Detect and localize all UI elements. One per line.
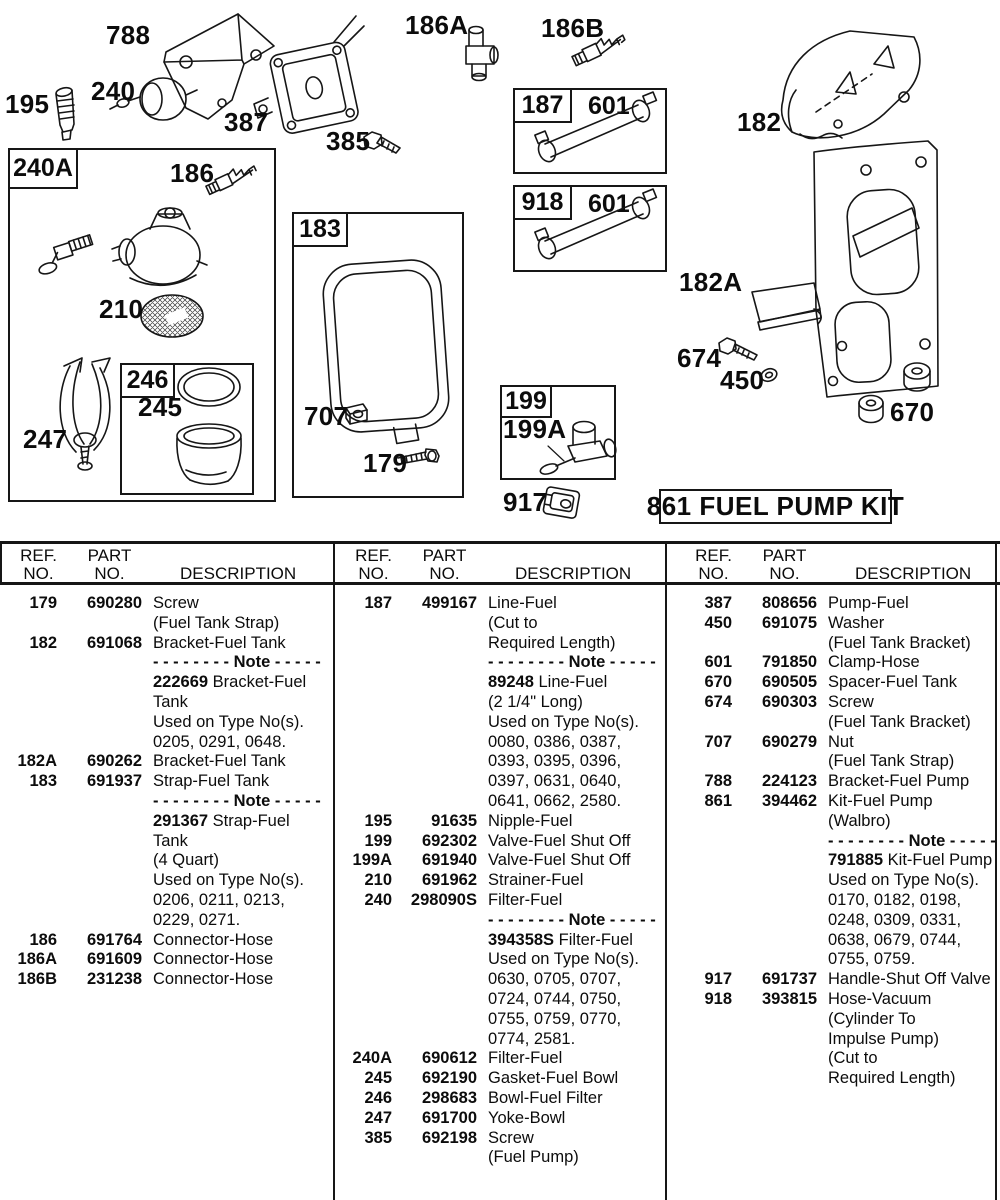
part-195-nipple-drawing xyxy=(55,86,74,140)
part-label-788: 788 xyxy=(106,20,151,50)
table-row: 0724, 0744, 0750, xyxy=(488,989,622,1008)
exploded-diagram xyxy=(0,0,1000,538)
table-row: 917 691737 Handle-Shut Off Valve xyxy=(704,970,991,989)
part-917-handle-drawing xyxy=(543,486,580,518)
part-label-186A: 186A xyxy=(405,10,469,40)
part-186A-elbow-connector-drawing xyxy=(466,27,498,81)
table-row: (Fuel Tank Bracket) xyxy=(828,712,971,731)
part-label-210: 210 xyxy=(99,294,144,324)
table-row: - - - - - - - - Note - - - - - xyxy=(488,910,656,929)
table-row: - - - - - - - - Note - - - - - xyxy=(153,791,321,810)
table-row: 450 691075 Washer xyxy=(704,613,885,632)
table-row: (Fuel Tank Strap) xyxy=(153,613,280,632)
table-row: (Fuel Tank Strap) xyxy=(828,752,955,771)
table-column xyxy=(335,594,666,1168)
table-row: 385 692198 Screw xyxy=(364,1128,534,1147)
table-row: 186B 231238 Connector-Hose xyxy=(17,970,274,989)
table-row: 0630, 0705, 0707, xyxy=(488,970,622,989)
part-240A-filter-head-drawing xyxy=(112,208,207,285)
table-row: Used on Type No(s). xyxy=(488,950,640,969)
table-row: 861 394462 Kit-Fuel Pump xyxy=(704,791,933,810)
part-918-vacuum-hose-drawing xyxy=(535,189,657,261)
table-row: (2 1/4" Long) xyxy=(488,692,583,711)
part-187-fuel-line-drawing xyxy=(535,92,657,164)
part-210-strainer-drawing xyxy=(141,295,203,337)
table-header: REF. NO. PART NO. DESCRIPTION xyxy=(355,546,632,583)
table-row: (Cut to xyxy=(828,1049,878,1068)
part-182A-bracket-drawing xyxy=(752,141,938,397)
table-row: - - - - - - - - Note - - - - - xyxy=(828,831,996,850)
table-row: 245 692190 Gasket-Fuel Bowl xyxy=(364,1069,619,1088)
part-387-fuel-pump-drawing xyxy=(254,16,364,135)
fuel-pump-kit-box: 861 FUEL PUMP KIT xyxy=(659,489,892,524)
table-row: Used on Type No(s). xyxy=(488,712,640,731)
part-label-195: 195 xyxy=(5,89,50,119)
table-row: Used on Type No(s). xyxy=(153,712,305,731)
table-row: 0248, 0309, 0331, xyxy=(828,910,962,929)
table-row: 183 691937 Strap-Fuel Tank xyxy=(29,772,270,791)
table-header: REF. NO. PART NO. DESCRIPTION xyxy=(20,546,297,583)
table-row: (Cut to xyxy=(488,613,538,632)
part-label-917: 917 xyxy=(503,487,548,517)
table-row: 394358S Filter-Fuel xyxy=(488,930,633,949)
table-row: (4 Quart) xyxy=(153,851,220,870)
table-row: (Cylinder To xyxy=(828,1009,916,1028)
table-row: 182A 690262 Bracket-Fuel Tank xyxy=(17,752,286,771)
part-182-shield-drawing xyxy=(782,31,920,139)
part-label-450: 450 xyxy=(720,365,765,395)
table-right-border xyxy=(995,541,997,1200)
table-row: 89248 Line-Fuel xyxy=(488,673,608,692)
part-label-385: 385 xyxy=(326,126,371,156)
part-label-670: 670 xyxy=(890,397,935,427)
table-row: Required Length) xyxy=(488,633,616,652)
table-row: 0641, 0662, 2580. xyxy=(488,791,622,810)
table-row: 791885 Kit-Fuel Pump xyxy=(828,851,993,870)
table-row: 918 393815 Hose-Vacuum xyxy=(704,989,932,1008)
box-label-199: 199 xyxy=(500,385,552,418)
table-row: 199 692302 Valve-Fuel Shut Off xyxy=(364,831,631,850)
part-label-240: 240 xyxy=(91,76,136,106)
part-label-182: 182 xyxy=(737,107,782,137)
box-label-601-b: 601 xyxy=(588,190,630,218)
table-row: 199A 691940 Valve-Fuel Shut Off xyxy=(352,851,631,870)
table-row: 210 691962 Strainer-Fuel xyxy=(364,871,584,890)
table-row: - - - - - - - - Note - - - - - xyxy=(488,653,656,672)
table-row: 0206, 0211, 0213, xyxy=(153,890,285,909)
part-label-186: 186 xyxy=(170,158,215,188)
table-left-stub xyxy=(0,541,2,585)
table-row: 186 691764 Connector-Hose xyxy=(29,930,274,949)
table-row: 222669 Bracket-Fuel xyxy=(153,673,307,692)
table-row: 0393, 0395, 0396, xyxy=(488,752,622,771)
table-header: REF. NO. PART NO. DESCRIPTION xyxy=(695,546,972,583)
table-row: 707 690279 Nut xyxy=(704,732,854,751)
table-row: 182 691068 Bracket-Fuel Tank xyxy=(29,633,286,652)
table-row: 0170, 0182, 0198, xyxy=(828,890,962,909)
table-row: 247 691700 Yoke-Bowl xyxy=(364,1108,566,1127)
part-label-247: 247 xyxy=(23,424,68,454)
box-label-246: 246 xyxy=(120,363,175,398)
part-label-186B: 186B xyxy=(541,13,605,43)
table-row: 291367 Strap-Fuel xyxy=(153,811,290,830)
table-column xyxy=(675,594,994,1089)
table-row: 601 791850 Clamp-Hose xyxy=(704,653,920,672)
table-row: Tank xyxy=(153,831,188,850)
part-label-179: 179 xyxy=(363,448,408,478)
table-row: 0229, 0271. xyxy=(153,910,241,929)
part-246-bowl-drawing xyxy=(177,424,241,484)
box-label-187: 187 xyxy=(513,88,572,123)
box-label-601-a: 601 xyxy=(588,92,630,120)
table-row: Tank xyxy=(153,692,188,711)
part-label-707: 707 xyxy=(304,401,349,431)
part-245-gasket-ring-drawing xyxy=(178,368,240,406)
box-label-183: 183 xyxy=(292,212,348,247)
table-row: 179 690280 Screw xyxy=(29,594,199,612)
table-row: 187 499167 Line-Fuel xyxy=(364,594,557,612)
table-row: 186A 691609 Connector-Hose xyxy=(17,950,274,969)
table-row: (Walbro) xyxy=(828,811,891,830)
table-column xyxy=(0,594,334,990)
part-label-182A: 182A xyxy=(679,267,743,297)
table-row: 195 91635 Nipple-Fuel xyxy=(364,811,573,830)
table-row: 0397, 0631, 0640, xyxy=(488,772,622,791)
table-row: Used on Type No(s). xyxy=(828,871,980,890)
part-674-screw-drawing xyxy=(719,338,757,360)
table-row: 674 690303 Screw xyxy=(704,692,874,711)
table-row: 0080, 0386, 0387, xyxy=(488,732,622,751)
table-row: 0755, 0759. xyxy=(828,950,916,969)
table-row: 0774, 2581. xyxy=(488,1029,576,1048)
table-row: Required Length) xyxy=(828,1069,956,1088)
part-label-199A: 199A xyxy=(503,414,567,444)
box-label-918: 918 xyxy=(513,185,572,220)
part-label-245: 245 xyxy=(138,392,183,422)
table-row: 788 224123 Bracket-Fuel Pump xyxy=(704,772,970,791)
table-row: (Fuel Pump) xyxy=(488,1148,579,1167)
table-row: 240 298090S Filter-Fuel xyxy=(364,890,563,909)
table-row: Used on Type No(s). xyxy=(153,871,305,890)
table-row: 0638, 0679, 0744, xyxy=(828,930,962,949)
part-247-yoke-drawing xyxy=(60,358,110,470)
table-row: (Fuel Tank Bracket) xyxy=(828,633,971,652)
part-240A-nipple-drawing xyxy=(33,235,97,276)
table-row: 670 690505 Spacer-Fuel Tank xyxy=(704,673,958,692)
box-label-240A: 240A xyxy=(8,148,78,189)
table-top-border xyxy=(0,541,1000,544)
table-row: 246 298683 Bowl-Fuel Filter xyxy=(364,1088,603,1107)
table-row: 387 808656 Pump-Fuel xyxy=(704,594,909,612)
table-row: - - - - - - - - Note - - - - - xyxy=(153,653,321,672)
part-label-387: 387 xyxy=(224,107,269,137)
table-row: 0755, 0759, 0770, xyxy=(488,1009,622,1028)
table-row: 240A 690612 Filter-Fuel xyxy=(352,1049,563,1068)
table-row: 0205, 0291, 0648. xyxy=(153,732,287,751)
part-label-674: 674 xyxy=(677,343,722,373)
table-row: Impulse Pump) xyxy=(828,1029,939,1048)
